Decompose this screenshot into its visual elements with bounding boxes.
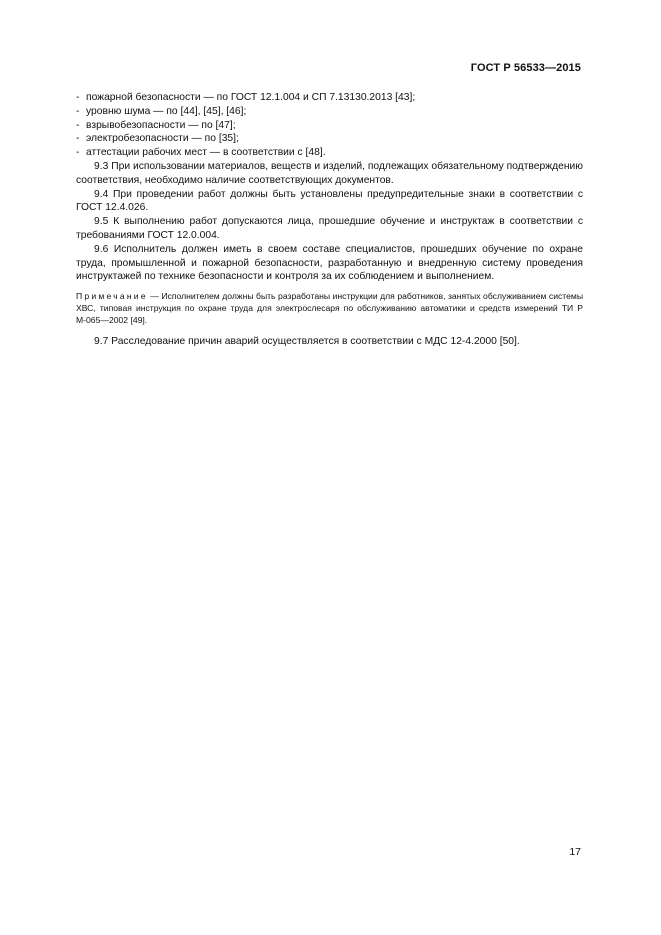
- list-dash: -: [76, 105, 80, 117]
- note-label: Примечание: [76, 291, 148, 302]
- paragraph-9-6: 9.6 Исполнитель должен иметь в своем составе специалистов, прошедших обучение по охране труда, промышленной и пожарной безопасности, разработанную и внедренную систему проведения инструктажей по технике безопасности и контроля за их соблюдением и выполнением.: [76, 243, 583, 283]
- note-text: — Исполнителем должны быть разработаны инструкции для работников, занятых обслуживанием системы ХВС, типовая инструкция по охране труда для электрослесаря по обслуживанию автоматики и средств измерений ТИ Р М-065—2002 [49].: [76, 291, 583, 326]
- list-item-text: электробезопасности — по [35];: [86, 133, 239, 145]
- list-dash: -: [76, 133, 80, 145]
- list-item-text: аттестации рабочих мест — в соответствии с [48].: [86, 147, 326, 159]
- document-code-header: ГОСТ Р 56533—2015: [470, 62, 581, 74]
- list-item: [76, 119, 583, 133]
- list-item-text: взрывобезопасности — по [47];: [86, 119, 236, 131]
- paragraph-9-4: 9.4 При проведении работ должны быть установлены предупредительные знаки в соответствии с ГОСТ 12.4.026.: [76, 188, 583, 214]
- list-item: [76, 132, 583, 146]
- list-dash: -: [76, 147, 80, 159]
- page-number: 17: [569, 846, 581, 858]
- list-item: [76, 91, 583, 105]
- paragraph-9-7: 9.7 Расследование причин аварий осуществляется в соответствии с МДС 12-4.2000 [50].: [94, 335, 520, 347]
- list-item-text: пожарной безопасности — по ГОСТ 12.1.004 и СП 7.13130.2013 [43];: [86, 92, 416, 103]
- paragraph-9-3: 9.3 При использовании материалов, веществ и изделий, подлежащих обязательному подтверждению соответствия, необходимо наличие соответствующих документов.: [76, 160, 583, 186]
- paragraph-9-5: 9.5 К выполнению работ допускаются лица, прошедшие обучение и инструктаж в соответствии с требованиями ГОСТ 12.0.004.: [76, 216, 583, 241]
- document-body: [76, 91, 583, 349]
- note-block: [76, 290, 583, 326]
- list-item: [76, 146, 583, 160]
- list-dash: -: [76, 92, 80, 103]
- list-item-text: уровню шума — по [44], [45], [46];: [86, 105, 247, 117]
- list-item: [76, 105, 583, 119]
- list-dash: -: [76, 119, 80, 131]
